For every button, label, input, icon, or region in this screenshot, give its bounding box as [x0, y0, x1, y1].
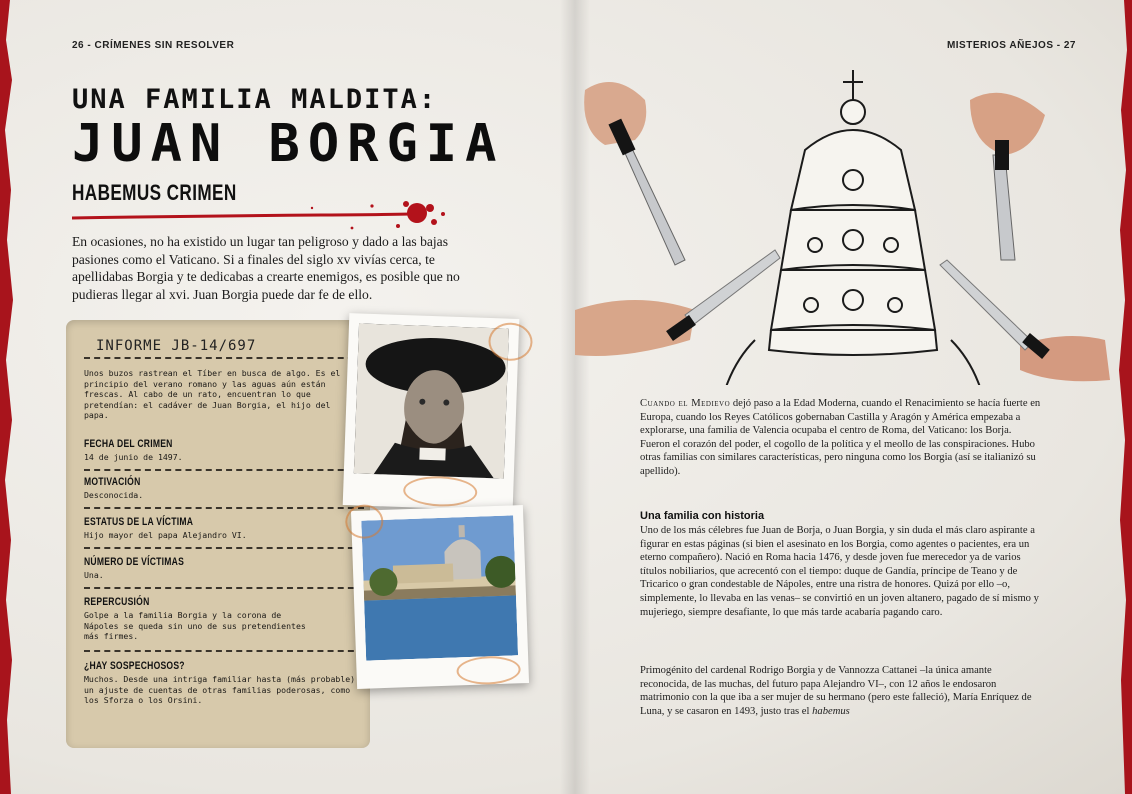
report-title: INFORME JB-14/697 [96, 338, 257, 354]
body-paragraph-3-tail: habemus [812, 705, 850, 717]
divider [84, 357, 364, 359]
report-value-motive: Desconocida. [84, 490, 144, 500]
red-torn-edge-right [1116, 0, 1132, 794]
report-value-impact: Golpe a la familia Borgia y la corona de Nápoles se queda sin uno de sus pretendientes más firmes. [84, 610, 306, 641]
rome-polaroid [351, 505, 529, 689]
report-label-impact: REPERCUSIÓN [84, 596, 150, 608]
report-label-suspects: ¿HAY SOSPECHOSOS? [84, 660, 185, 672]
portrait-photo [354, 323, 509, 478]
papal-tiara-icon [725, 70, 981, 385]
body-heading: Una familia con historia [640, 510, 765, 522]
title-kicker: UNA FAMILIA MALDITA: [72, 84, 438, 115]
report-label-date: FECHA DEL CRIMEN [84, 438, 173, 450]
knife-icon [584, 82, 685, 265]
knife-icon [970, 93, 1045, 260]
coffee-stain [403, 475, 478, 508]
knife-icon [575, 250, 780, 356]
body-paragraph-1-text: dejó paso a la Edad Moderna, cuando el Renacimiento se hacía fuerte en Europa, cuando los Reyes Católicos gobernaban Castilla y Aragón y América empezaba a explorarse, una familia de Valencia ocupaba el centro de Roma, del Vaticano: los Borja. Fueron el corazón del poder, el cogollo de la política y el meollo de las conspiraciones. Hubo otras familias con similares características, pero ninguna como los Borgia (así se italianizó su apellido). [640, 398, 1041, 477]
report-value-victims: Una. [84, 570, 104, 580]
report-card [66, 320, 370, 748]
body-paragraph-2: Uno de los más célebres fue Juan de Borja, o Juan Borgia, y sin duda el más claro aspirante a figurar en estas páginas (si bien el asesinato en los Borgia, como agentes o pacientes, era un eterno compañero). Nació en Roma hacia 1476, y desde joven fue merecedor ya de varios títulos nobiliarios, que acrecentó con el tiempo: duque de Gandía, príncipe de Teano y de Tricarico o gran condestable de Nápoles, entre una ristra de honores. Quizá por ello –o, simplemente, lo llevaba en las venas– se convirtió en un joven altanero, pagado de sí mismo y mujeriego, siempre desafiante, lo que más tarde acabaría pagando caro. [640, 525, 1039, 618]
report-label-victim-status: ESTATUS DE LA VÍCTIMA [84, 516, 194, 528]
body-lead-in: Cuando el Medievo [640, 398, 731, 409]
report-value-suspects: Muchos. Desde una intriga familiar hasta (más probable) un ajuste de cuentas de otras familias poderosas, como los Sforza o los Orsini. [84, 674, 356, 705]
section-subtitle: HABEMUS CRIMEN [72, 180, 237, 205]
divider [84, 469, 364, 471]
report-label-motive: MOTIVACIÓN [84, 476, 141, 488]
red-torn-edge-left [0, 0, 16, 794]
body-paragraph-3 [640, 664, 1042, 718]
coffee-stain [488, 322, 533, 362]
left-page-folio: 26 - CRÍMENES SIN RESOLVER [72, 40, 235, 51]
portrait-polaroid [343, 313, 520, 511]
rome-photo [361, 515, 518, 660]
body-paragraph-1 [640, 397, 1042, 479]
right-page-folio: MISTERIOS AÑEJOS - 27 [946, 40, 1076, 51]
report-summary: Unos buzos rastrean el Tíber en busca de algo. Es el principio del verano romano y las aguas aún están frescas. Al cabo de un rato, encuentran lo que pretendían: el cadáver de Juan Borgia, el hijo del papa. [84, 368, 341, 420]
knife-icon [940, 260, 1110, 381]
divider [84, 547, 364, 549]
intro-paragraph: En ocasiones, no ha existido un lugar tan peligroso y dado a las bajas pasiones como el Vaticano. Si a finales del siglo xv vivías cerca, te apellidabas Borgia y te dedicabas a crearte enemigos, es posible que no pudieras llegar al xvi. Juan Borgia puede dar fe de ello. [72, 234, 460, 302]
coffee-stain [456, 655, 521, 685]
divider [84, 587, 364, 589]
page-title: JUAN BORGIA [72, 114, 505, 174]
divider [84, 507, 364, 509]
report-value-victim-status: Hijo mayor del papa Alejandro VI. [84, 530, 247, 540]
divider [84, 650, 364, 652]
report-label-victims: NÚMERO DE VÍCTIMAS [84, 556, 185, 568]
body-paragraph-3-text: Primogénito del cardenal Rodrigo Borgia y de Vannozza Cattanei –la única amante reconocida, de las muchas, del futuro papa Alejandro VI–, con 12 años le endosaron matrimonio con la que iba a ser mujer de su hermano (pero este falleció), María Enríquez de Luna, y se casaron en 1493, justo tras el [640, 665, 1032, 717]
papal-tiara-illustration [575, 60, 1115, 385]
report-value-date: 14 de junio de 1497. [84, 452, 183, 462]
